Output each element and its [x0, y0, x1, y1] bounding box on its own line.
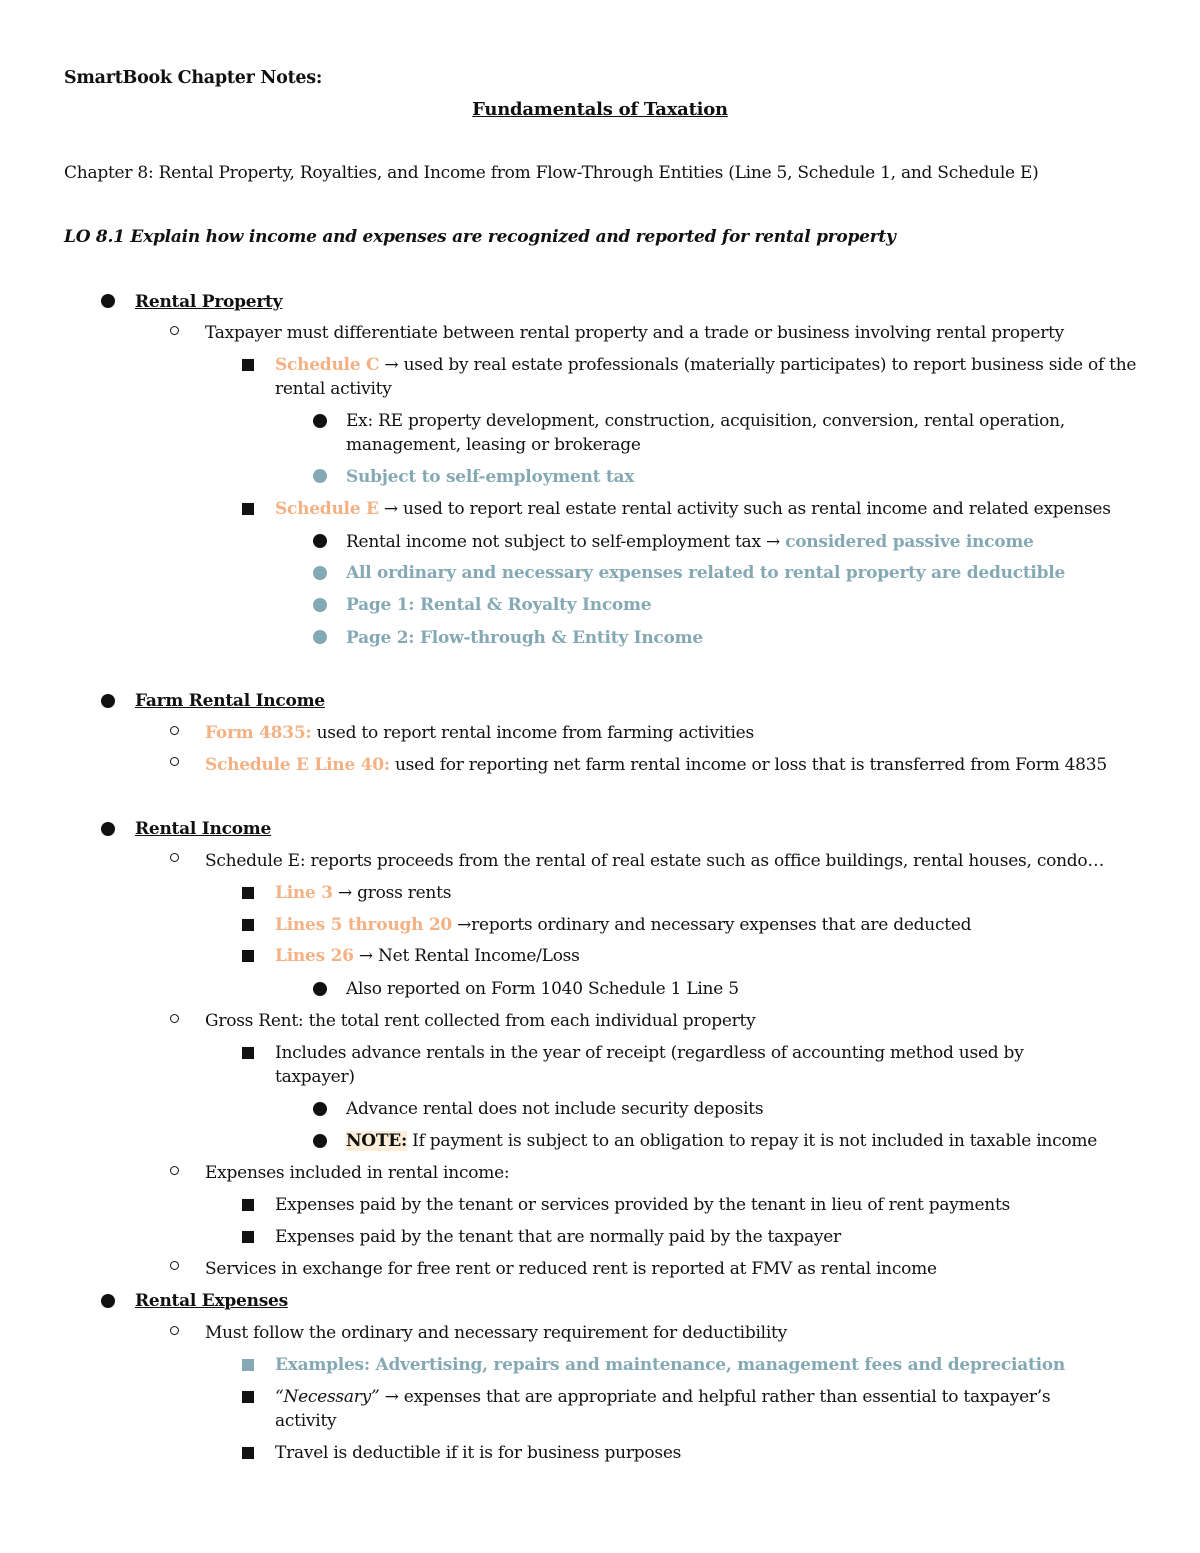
square-bullet-icon — [242, 1391, 254, 1403]
square-bullet-icon — [242, 919, 254, 931]
schedule-e-label: Schedule E — [275, 499, 379, 519]
bullet-icon — [313, 598, 327, 612]
bullet-icon — [313, 534, 327, 548]
square-bullet-icon — [242, 950, 254, 962]
bullet-icon — [101, 294, 115, 308]
lines-26-text: → Net Rental Income/Loss — [353, 946, 580, 966]
hollow-bullet-icon — [170, 726, 179, 735]
lines-5-20-label: Lines 5 through 20 — [275, 915, 453, 935]
square-bullet-icon — [242, 1047, 254, 1059]
list-item: Travel is deductible if it is for business purposes — [275, 1443, 682, 1463]
necessary-text: → expenses that are appropriate and helpful rather than essential to taxpayer’s activity — [275, 1387, 1051, 1431]
list-item: Page 1: Rental & Royalty Income — [346, 595, 652, 615]
line-40-label: Schedule E Line 40: — [205, 755, 390, 775]
section-heading-farm-rental: Farm Rental Income — [135, 691, 325, 711]
bullet-icon — [313, 1102, 327, 1116]
bullet-icon — [313, 414, 327, 428]
list-item: Advance rental does not include security deposits — [346, 1099, 764, 1119]
bullet-icon — [101, 822, 115, 836]
form-4835-label: Form 4835: — [205, 723, 312, 743]
hollow-bullet-icon — [170, 1166, 179, 1175]
list-item — [275, 1385, 1095, 1433]
list-item: Subject to self-employment tax — [346, 467, 635, 487]
list-item — [275, 944, 580, 968]
list-item: Includes advance rentals in the year of receipt (regardless of accounting method used by taxpayer) — [275, 1043, 1024, 1087]
document-title: Fundamentals of Taxation — [472, 99, 728, 120]
list-item: All ordinary and necessary expenses related to rental property are deductible — [346, 563, 1066, 583]
square-bullet-icon — [242, 503, 254, 515]
list-item: Gross Rent: the total rent collected from each individual property — [205, 1011, 756, 1031]
list-item: Expenses included in rental income: — [205, 1163, 510, 1183]
list-item — [205, 721, 754, 745]
bullet-icon — [313, 982, 327, 996]
line-3-label: Line 3 — [275, 883, 333, 903]
list-item: Also reported on Form 1040 Schedule 1 Line 5 — [346, 979, 739, 999]
square-bullet-icon — [242, 1359, 254, 1371]
list-item — [205, 753, 1107, 777]
not-subject-text: Rental income not subject to self-employment tax → — [346, 532, 786, 552]
list-item — [275, 913, 971, 937]
list-item: Expenses paid by the tenant that are normally paid by the taxpayer — [275, 1227, 841, 1247]
note-text: If payment is subject to an obligation to repay it is not included in taxable income — [406, 1131, 1098, 1151]
list-item: Must follow the ordinary and necessary requirement for deductibility — [205, 1323, 787, 1343]
list-item: Schedule E: reports proceeds from the rental of real estate such as office buildings, rental houses, condo… — [205, 851, 1105, 871]
learning-objective: LO 8.1 Explain how income and expenses are recognized and reported for rental property — [64, 227, 896, 247]
schedule-c-label: Schedule C — [275, 355, 380, 375]
hollow-bullet-icon — [170, 1014, 179, 1023]
bullet-icon — [313, 1134, 327, 1148]
section-heading-rental-expenses: Rental Expenses — [135, 1291, 288, 1311]
list-item — [275, 353, 1155, 401]
list-item: Ex: RE property development, construction, acquisition, conversion, rental operation, management, leasing or brokerage — [346, 411, 1065, 455]
square-bullet-icon — [242, 359, 254, 371]
line-40-text: used for reporting net farm rental income or loss that is transferred from Form 4835 — [389, 755, 1107, 775]
list-item: Services in exchange for free rent or reduced rent is reported at FMV as rental income — [205, 1259, 937, 1279]
bullet-icon — [313, 469, 327, 483]
bullet-icon — [101, 694, 115, 708]
note-label: NOTE: — [346, 1131, 407, 1151]
list-item — [275, 497, 1111, 521]
hollow-bullet-icon — [170, 326, 179, 335]
bullet-icon — [313, 566, 327, 580]
chapter-title: Chapter 8: Rental Property, Royalties, and Income from Flow-Through Entities (Line 5, Schedule 1, and Schedule E) — [64, 163, 1039, 183]
schedule-e-text: → used to report real estate rental activity such as rental income and related expenses — [378, 499, 1111, 519]
bullet-icon — [313, 630, 327, 644]
section-heading-rental-property: Rental Property — [135, 292, 283, 312]
hollow-bullet-icon — [170, 757, 179, 766]
hollow-bullet-icon — [170, 853, 179, 862]
passive-income-text: considered passive income — [785, 532, 1034, 552]
square-bullet-icon — [242, 1447, 254, 1459]
square-bullet-icon — [242, 887, 254, 899]
list-item — [346, 1129, 1097, 1153]
hollow-bullet-icon — [170, 1261, 179, 1270]
document-header: SmartBook Chapter Notes: — [64, 68, 323, 88]
list-item: Taxpayer must differentiate between rental property and a trade or business involving rental property — [205, 323, 1065, 343]
schedule-c-text: → used by real estate professionals (materially participates) to report business side of the rental activity — [275, 355, 1137, 399]
list-item: Page 2: Flow-through & Entity Income — [346, 628, 703, 648]
square-bullet-icon — [242, 1199, 254, 1211]
lines-5-20-text: →reports ordinary and necessary expenses that are deducted — [452, 915, 972, 935]
hollow-bullet-icon — [170, 1326, 179, 1335]
square-bullet-icon — [242, 1231, 254, 1243]
list-item: Examples: Advertising, repairs and maintenance, management fees and depreciation — [275, 1355, 1065, 1375]
lines-26-label: Lines 26 — [275, 946, 354, 966]
form-4835-text: used to report rental income from farming activities — [311, 723, 754, 743]
section-heading-rental-income: Rental Income — [135, 819, 272, 839]
list-item — [275, 881, 451, 905]
list-item: Expenses paid by the tenant or services provided by the tenant in lieu of rent payments — [275, 1195, 1011, 1215]
necessary-label: “Necessary” — [275, 1387, 380, 1407]
bullet-icon — [101, 1294, 115, 1308]
list-item — [346, 530, 1034, 554]
line-3-text: → gross rents — [332, 883, 452, 903]
